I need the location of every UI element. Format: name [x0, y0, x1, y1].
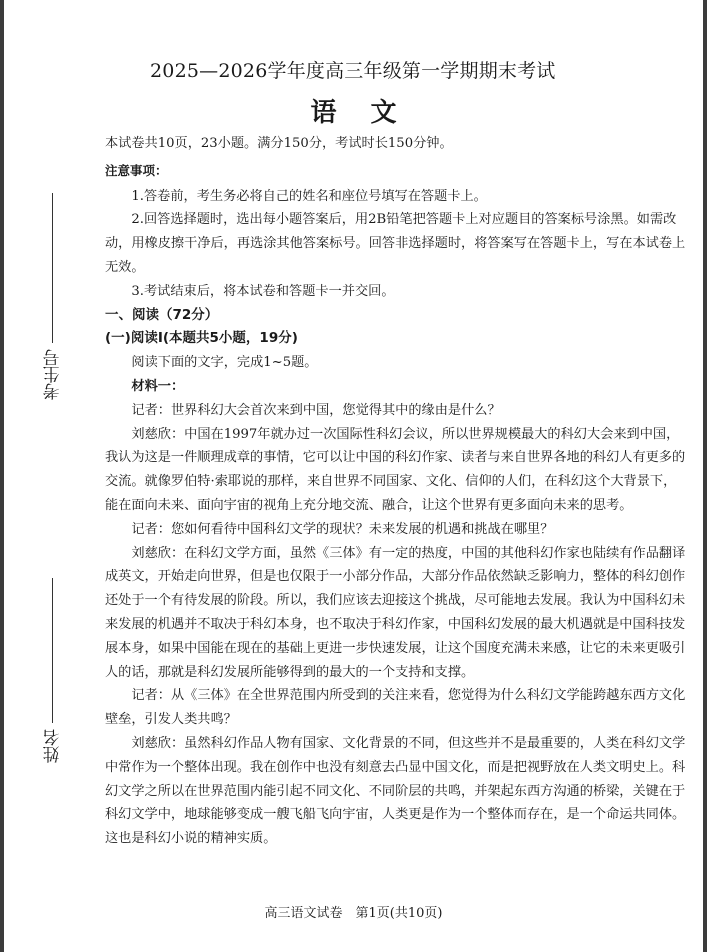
note-item: 3.考试结束后，将本试卷和答题卡一并交回。: [131, 283, 395, 299]
notes-heading: 注意事项：: [105, 162, 168, 178]
name-line: [53, 578, 54, 723]
exam-number-label: 考生号: [43, 349, 64, 400]
page-footer: 高三语文试卷 第1页(共10页): [264, 906, 443, 921]
section-title: 一、阅读（72分）: [105, 306, 219, 323]
interview-paragraph: 刘慈欣：中国在1997年就办过一次国际性科幻会议，所以世界规模最大的科幻大会来到中国，我认为这是一件顺理成章的事情，它可以让中国的科幻作家、读者与来自世界各地的科幻人有更多的交流。就像罗伯特·索耶说的那样，来自世界不同国家、文化、信仰的人们，在科幻这个大背景下，能在面向未来、面向宇宙的视角上充分地交流、融合，让这个世界有更多面向未来的思考。: [105, 426, 686, 513]
interview-paragraph: 记者：您如何看待中国科幻文学的现状？未来发展的机遇和挑战在哪里？: [131, 521, 554, 537]
interview-paragraph: 记者：世界科幻大会首次来到中国，您觉得其中的缘由是什么？: [131, 402, 501, 418]
interview-paragraph: 刘慈欣：虽然科幻作品人物有国家、文化背景的不同，但这些并不是最重要的，人类在科幻文学中常作为一个整体出现。我在创作中也没有刻意去凸显中国文化，而是把视野放在人类文明史上。科幻文学之所以在世界范围内能引起不同文化、不同阶层的共鸣，并架起东西方沟通的桥梁，关键在于科幻文学中，地球能够变成一艘飞船飞向宇宙，人类更是作为一个整体而存在，是一个命运共同体。这也是科幻小说的精神实质。: [105, 735, 686, 847]
interview-paragraph: 刘慈欣：在科幻文学方面，虽然《三体》有一定的热度，中国的其他科幻作家也陆续有作品翻译成英文，开始走向世界，但是也仅限于一小部分作品，大部分作品依然缺乏影响力，整体的科幻创作还处于一个有待发展的阶段。所以，我们应该去迎接这个挑战，尽可能地去发展。我认为中国科幻未来发展的机遇并不取决于科幻本身，也不取决于科幻作家，中国科幻发展的最大机遇就是中国科技发展本身，如果中国能在现在的基础上更进一步快速发展，让这个国度充满未来感，让它的未来更吸引人的话，那就是科幻发展所能够得到的最大的一个支持和支撑。: [105, 545, 686, 680]
scan-edge-left: [0, 0, 4, 952]
exam-number-line: [53, 193, 54, 343]
scan-edge-right: [703, 0, 707, 952]
exam-number-field: [38, 172, 68, 402]
note-item: 1.答卷前，考生务必将自己的姓名和座位号填写在答题卡上。: [131, 188, 487, 204]
exam-body: [105, 132, 687, 851]
interview-paragraph: 记者：从《三体》在全世界范围内所受到的关注来看，您觉得为什么科幻文学能跨越东西方文化壁垒，引发人类共鸣？: [105, 688, 686, 728]
subject-title: 语文: [310, 98, 431, 128]
exam-intro: 本试卷共10页，23小题。满分150分，考试时长150分钟。: [105, 136, 453, 151]
name-field: [38, 560, 68, 765]
exam-title: 2025—2026学年度高三年级第一学期期末考试: [150, 60, 556, 82]
reading-instruction: 阅读下面的文字，完成1~5题。: [131, 355, 318, 371]
name-label: 姓名: [43, 729, 64, 763]
material-label: 材料一：: [131, 378, 185, 394]
note-item: 2.回答选择题时，选出每小题答案后，用2B铅笔把答题卡上对应题目的答案标号涂黑。如需改动，用橡皮擦干净后，再选涂其他答案标号。回答非选择题时，将答案写在答题卡上，写在本试卷上无效。: [105, 212, 686, 275]
subsection-title: (一)阅读Ⅰ(本题共5小题，19分): [105, 330, 298, 347]
